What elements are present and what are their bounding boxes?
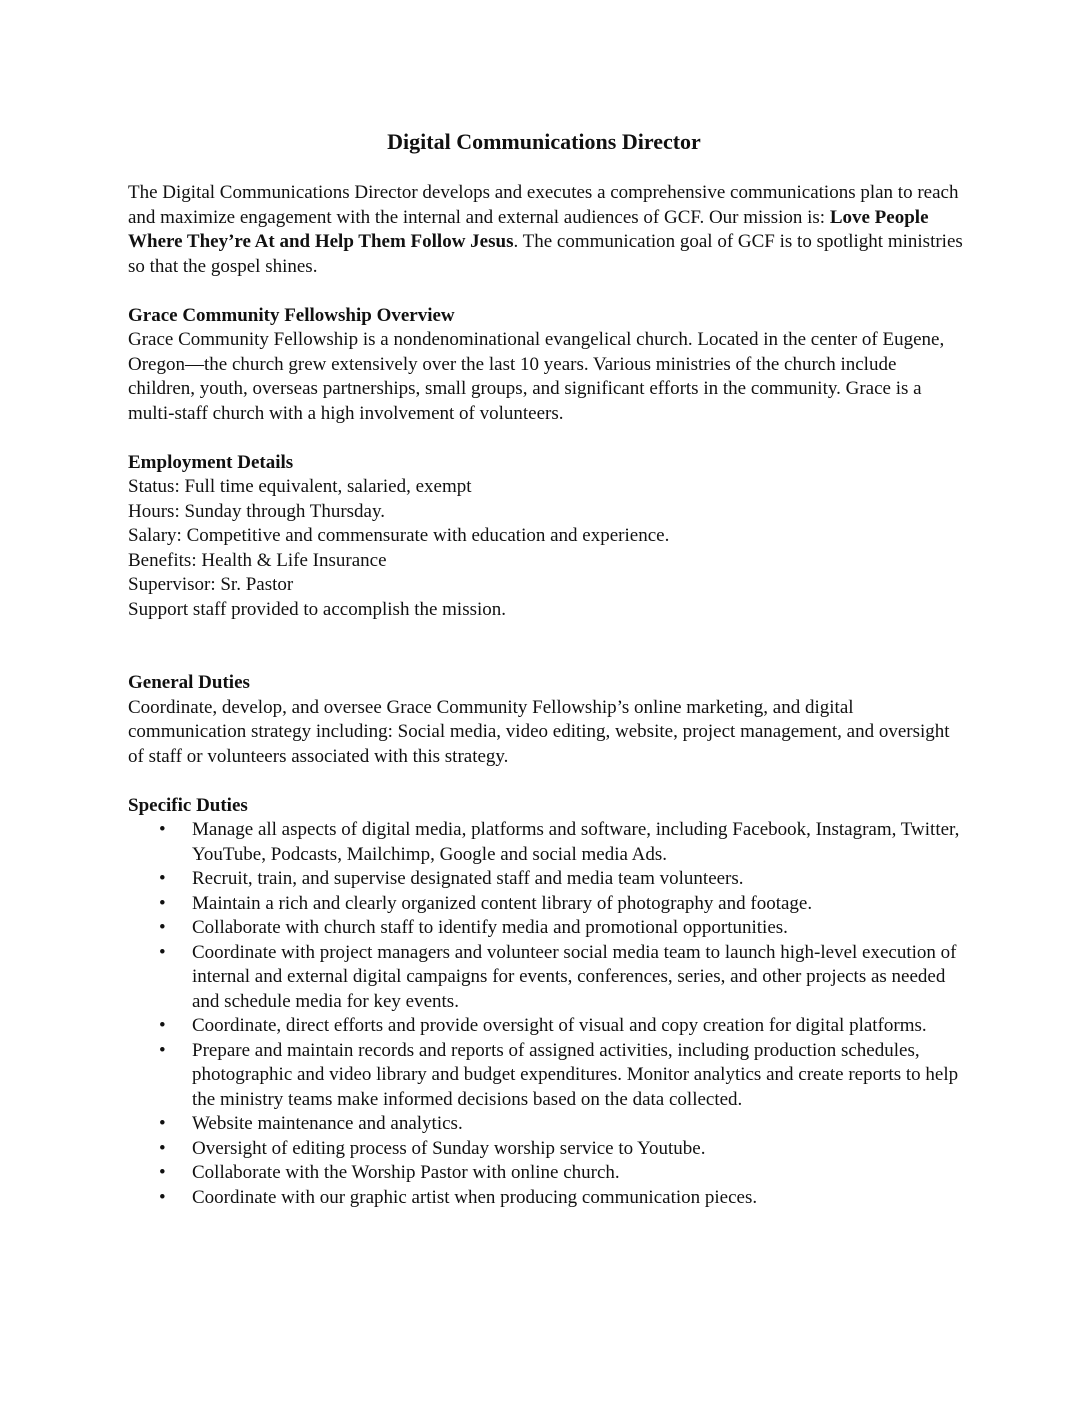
list-item [159, 1014, 968, 1039]
list-item [159, 892, 968, 917]
list-item-text: Coordinate with project managers and volunteer social media team to launch high-level execution of internal and external digital campaigns for events, conferences, series, and other projects as needed and schedule media for key events. [192, 941, 957, 1012]
employment-line-supervisor: Supervisor: Sr. Pastor [128, 574, 294, 595]
bullet-icon: • [159, 892, 166, 914]
intro-text-after: . The communication goal of GCF is to spotlight ministries so that the gospel shines. [128, 231, 963, 277]
bullet-icon: • [159, 819, 166, 840]
bullet-icon: • [159, 1015, 166, 1036]
employment-line-salary: Salary: Competitive and commensurate with education and experience. [128, 525, 670, 546]
list-item-text: Maintain a rich and clearly organized content library of photography and footage. [192, 892, 813, 914]
overview-text: Grace Community Fellowship is a nondenominational evangelical church. Located in the center of Eugene, Oregon—the church grew extensively over the last 10 years. Various ministries of the church include children, youth, overseas partnerships, small groups, and significant efforts in the community. Grace is a multi-staff church with a high involvement of volunteers. [128, 329, 945, 424]
general-duties-section [128, 671, 968, 769]
list-item [159, 1186, 968, 1211]
bullet-icon: • [159, 1039, 166, 1061]
overview-heading: Grace Community Fellowship Overview [128, 304, 455, 326]
list-item-text: Oversight of editing process of Sunday worship service to Youtube. [192, 1137, 706, 1159]
general-duties-text: Coordinate, develop, and oversee Grace Community Fellowship’s online marketing, and digital communication strategy including: Social media, video editing, website, project management, and oversight of staff or volunteers associated with this strategy. [128, 696, 950, 767]
bullet-icon: • [159, 1113, 166, 1134]
list-item [159, 941, 968, 1015]
list-item [159, 1161, 968, 1186]
general-duties-heading: General Duties [128, 672, 250, 693]
bullet-icon: • [159, 1162, 166, 1183]
intro-text-before: The Digital Communications Director develops and executes a comprehensive communications plan to reach and maximize engagement with the internal and external audiences of GCF. Our mission is: [128, 182, 959, 228]
specific-duties-list [128, 818, 968, 1210]
employment-line-support: Support staff provided to accomplish the mission. [128, 598, 507, 620]
list-item [159, 1039, 968, 1113]
overview-section [128, 304, 968, 427]
list-item [159, 916, 968, 941]
list-item [159, 818, 968, 867]
list-item-text: Coordinate, direct efforts and provide oversight of visual and copy creation for digital platforms. [192, 1015, 927, 1036]
employment-line-status: Status: Full time equivalent, salaried, exempt [128, 476, 472, 497]
mission-statement: Love People Where They’re At and Help Them Follow Jesus [128, 206, 929, 252]
bullet-icon: • [159, 868, 166, 889]
specific-duties-heading: Specific Duties [128, 794, 248, 816]
list-item-text: Collaborate with church staff to identify media and promotional opportunities. [192, 917, 788, 938]
document-body [128, 181, 968, 1210]
bullet-icon: • [159, 1137, 166, 1159]
list-item-text: Website maintenance and analytics. [192, 1113, 463, 1134]
employment-line-hours: Hours: Sunday through Thursday. [128, 500, 386, 522]
bullet-icon: • [159, 941, 166, 963]
employment-heading: Employment Details [128, 451, 294, 473]
list-item [159, 867, 968, 892]
bullet-icon: • [159, 1186, 166, 1208]
specific-duties-section [128, 794, 968, 1211]
employment-section [128, 451, 968, 623]
list-item-text: Coordinate with our graphic artist when producing communication pieces. [192, 1186, 758, 1208]
list-item-text: Manage all aspects of digital media, platforms and software, including Facebook, Instagram, Twitter, YouTube, Podcasts, Mailchimp, Google and social media Ads. [192, 819, 960, 865]
list-item [159, 1112, 968, 1137]
bullet-icon: • [159, 917, 166, 938]
employment-line-benefits: Benefits: Health & Life Insurance [128, 549, 387, 571]
list-item-text: Recruit, train, and supervise designated staff and media team volunteers. [192, 868, 744, 889]
intro-paragraph [128, 181, 968, 279]
list-item-text: Collaborate with the Worship Pastor with online church. [192, 1162, 620, 1183]
list-item [159, 1137, 968, 1162]
page-title: Digital Communications Director [387, 129, 701, 154]
list-item-text: Prepare and maintain records and reports of assigned activities, including production schedules, photographic and video library and budget expenditures. Monitor analytics and create reports to help the ministry teams make informed decisions based on the data collected. [192, 1039, 959, 1110]
